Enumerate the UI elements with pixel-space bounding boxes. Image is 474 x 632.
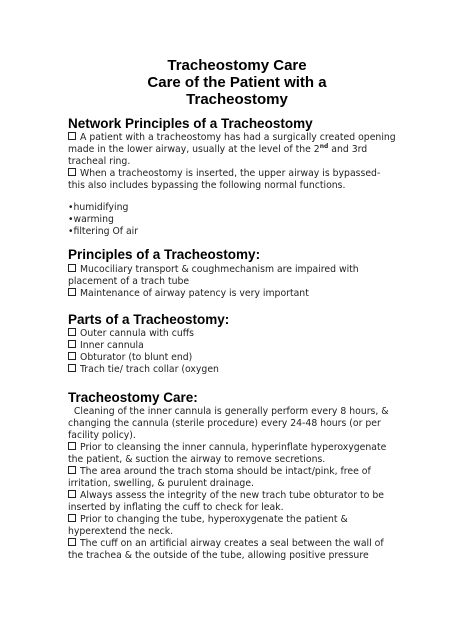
section-heading-principles: Principles of a Tracheostomy: (68, 247, 261, 262)
paragraph-line: placement of a trach tube (68, 276, 190, 287)
paragraph-line (68, 538, 384, 550)
list-item-text: Trach tie/ trach collar (oxygen (80, 364, 219, 375)
paragraph-text: A patient with a tracheostomy has had a surgically created opening (80, 132, 396, 143)
paragraph-line: this also includes bypassing the following normal functions. (68, 180, 346, 191)
paragraph-line: hyperextend the neck. (68, 526, 174, 537)
checkbox-icon (68, 132, 76, 140)
paragraph-text: Prior to cleansing the inner cannula, hyperinflate hyperoxygenate (80, 442, 387, 453)
paragraph-line: the trachea & the outside of the tube, allowing positive pressure (68, 550, 369, 561)
checkbox-icon (68, 288, 76, 296)
paragraph-line (68, 466, 371, 478)
section-heading-network-principles: Network Principles of a Tracheostomy (68, 116, 313, 131)
checkbox-icon (68, 466, 76, 474)
checkbox-icon (68, 538, 76, 546)
paragraph-line (68, 514, 348, 526)
document-title-line-2: Care of the Patient with a (147, 74, 327, 91)
paragraph-line (68, 442, 386, 454)
paragraph-line (68, 264, 359, 276)
list-item (68, 364, 219, 376)
paragraph-line: inserted by inflating the cuff to check for leak. (68, 502, 284, 513)
paragraph-text: The area around the trach stoma should be intact/pink, free of (80, 466, 371, 477)
checkbox-icon (68, 514, 76, 522)
list-item (68, 352, 192, 364)
checkbox-icon (68, 352, 76, 360)
checkbox-icon (68, 168, 76, 176)
bullet-item: •filtering Of air (68, 226, 139, 237)
paragraph-line (68, 288, 309, 300)
list-item-text: Inner cannula (80, 340, 144, 351)
list-item-text: Outer cannula with cuffs (80, 328, 195, 339)
bullet-item: •warming (68, 214, 114, 225)
paragraph-line: changing the cannula (sterile procedure) every 24-48 hours (or per (68, 418, 381, 429)
document-title-line-3: Tracheostomy (186, 91, 288, 108)
paragraph-text: The cuff on an artificial airway creates a seal between the wall of (80, 538, 384, 549)
paragraph-line: tracheal ring. (68, 156, 131, 167)
document-title-line-1: Tracheostomy Care (167, 57, 307, 74)
superscript-text: nd (319, 143, 329, 150)
section-heading-tracheostomy-care: Tracheostomy Care: (68, 390, 198, 405)
checkbox-icon (68, 442, 76, 450)
paragraph-text: Mucociliary transport & coughmechanism are impaired with (80, 264, 359, 275)
checkbox-icon (68, 490, 76, 498)
section-heading-parts: Parts of a Tracheostomy: (68, 312, 230, 327)
paragraph-line: Cleaning of the inner cannula is generally perform every 8 hours, & (68, 406, 389, 417)
paragraph-line (68, 144, 367, 156)
paragraph-text: Always assess the integrity of the new trach tube obturator to be (80, 490, 384, 501)
paragraph-line: the patient, & suction the airway to remove secretions. (68, 454, 326, 465)
paragraph-line: facility policy). (68, 430, 136, 441)
list-item-text: Obturator (to blunt end) (80, 352, 193, 363)
paragraph-line (68, 490, 384, 502)
checkbox-icon (68, 364, 76, 372)
paragraph-text: When a tracheostomy is inserted, the upper airway is bypassed- (80, 168, 381, 179)
bullet-item: •humidifying (68, 202, 129, 213)
paragraph-line (68, 132, 396, 144)
paragraph-line (68, 168, 380, 180)
checkbox-icon (68, 328, 76, 336)
checkbox-icon (68, 264, 76, 272)
paragraph-text: Prior to changing the tube, hyperoxygenate the patient & (80, 514, 348, 525)
checkbox-icon (68, 340, 76, 348)
paragraph-text: and 3rd (328, 144, 368, 155)
paragraph-text: made in the lower airway, usually at the level of the 2 (68, 144, 320, 155)
paragraph-line: irritation, swelling, & purulent drainage. (68, 478, 255, 489)
list-item (68, 328, 194, 340)
paragraph-text: Maintenance of airway patency is very important (80, 288, 309, 299)
list-item (68, 340, 144, 352)
